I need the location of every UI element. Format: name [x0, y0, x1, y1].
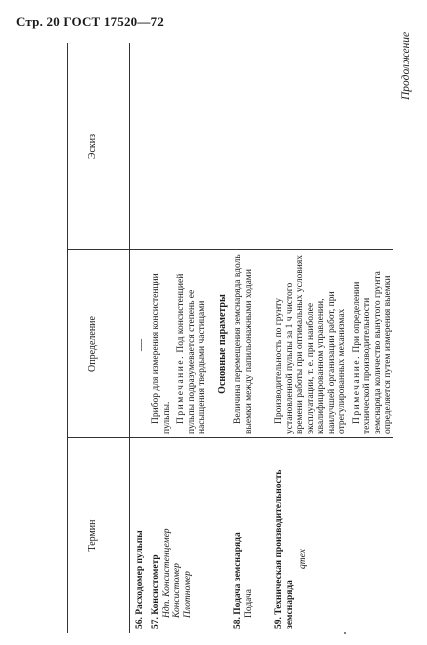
- row-57-term: [151, 444, 193, 629]
- column-divider-2: [67, 249, 393, 250]
- row-59-term: [274, 444, 309, 629]
- row-58-term: [233, 444, 254, 629]
- row-56-term: [135, 444, 146, 629]
- row-57-alt-3: Плотномер: [182, 571, 193, 618]
- table-header-rule: [129, 43, 130, 633]
- continuation-label: Продолжение: [400, 31, 412, 100]
- row-58-alt: Подача: [243, 588, 254, 618]
- column-header-definition: Определение: [87, 316, 98, 372]
- row-57-alt-2: Консистомер: [172, 563, 182, 618]
- row-57-note: [176, 254, 208, 434]
- row-59-definition: [274, 254, 398, 434]
- row-58-definition: [233, 254, 258, 434]
- row-57-note-text: Под консистенцией пульпы подразумевается степень ее насыщения твердыми частицами: [176, 273, 207, 434]
- row-59-symbol: qтех: [298, 549, 308, 569]
- terms-table: [67, 43, 393, 633]
- row-56-term-text: 56. Расходомер пульпы: [135, 530, 145, 629]
- row-56-definition-text: —: [133, 339, 147, 351]
- row-58-definition-text: Величина перемещения земснаряда вдоль выемки между папильонажными ходами: [233, 254, 254, 434]
- column-header-sketch: Эскиз: [87, 133, 98, 160]
- row-57-note-label: Примечание.: [176, 355, 186, 424]
- column-header-term: Термин: [87, 519, 98, 552]
- row-59-note-text: При определении технической производительности земснаряда количество вынутого грунта определяется путем измерения выемки: [351, 271, 393, 434]
- page-header: Стр. 20 ГОСТ 17520—72: [16, 14, 164, 29]
- row-57-definition: [151, 254, 212, 434]
- scan-speck: [344, 632, 346, 634]
- row-57-term-text: 57. Консистометр: [151, 554, 161, 629]
- row-59-note-label: Примечание.: [351, 355, 362, 424]
- table-top-rule: [67, 43, 68, 633]
- row-57-alt-ndp: Ндп. Консистенцемер: [161, 528, 172, 618]
- row-56-definition: [135, 255, 148, 435]
- row-57-definition-text: Прибор для измерения консистенции пульпы.: [151, 273, 172, 434]
- row-58-term-text: 58. Подача земснаряда: [233, 532, 243, 629]
- column-divider-1: [67, 437, 393, 438]
- row-59-note: [352, 254, 394, 434]
- section-title: Основные параметры: [217, 294, 228, 394]
- row-59-term-text: 59. Техническая производительность земснаряда: [274, 469, 295, 629]
- row-59-definition-text: Производительность по грунту установленной пульпы за 1 ч чистого времени работы при оптимальных условиях эксплуатации, т. е. при наиболее квалифицированном управлении, наилучшей организации работ, при отрегулированных механизмах: [274, 255, 347, 434]
